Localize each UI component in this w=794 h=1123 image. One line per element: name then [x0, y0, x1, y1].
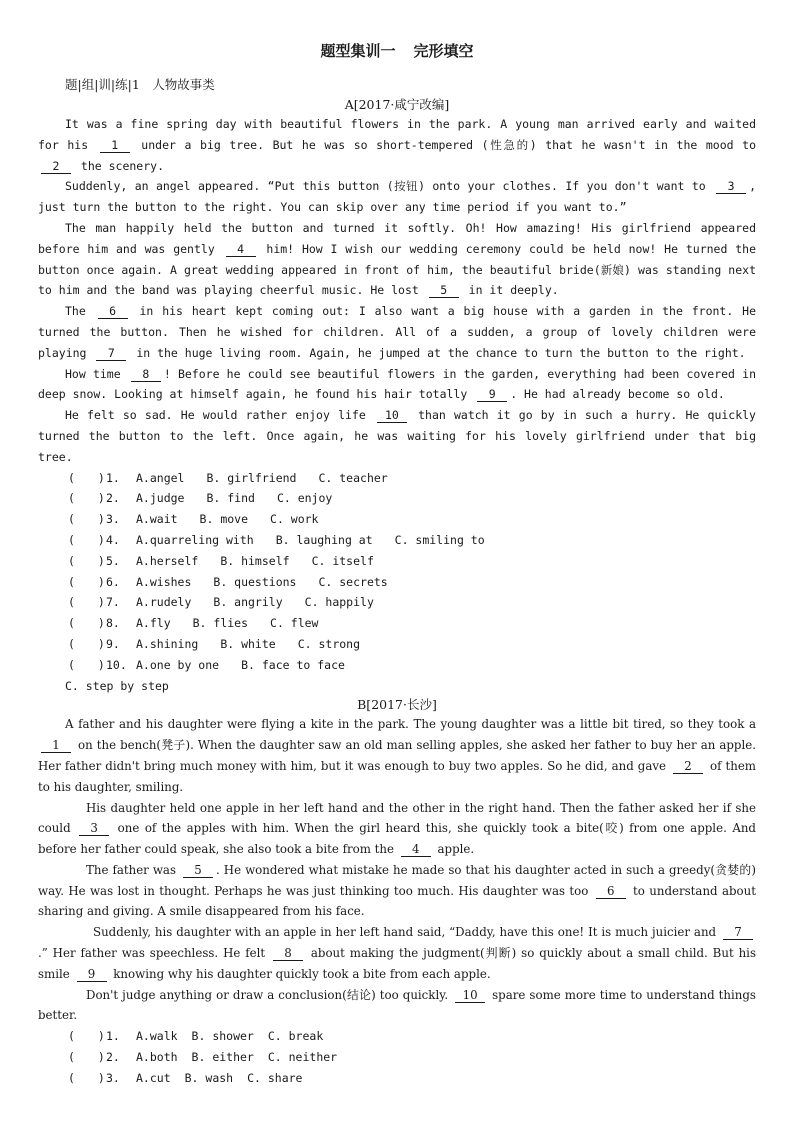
question-number: 9. — [106, 636, 120, 651]
answer-blank[interactable]: 6 — [596, 884, 626, 899]
passage-text: It was a fine spring day with beautiful flowers in the park. A young man arrived early and waited for his — [38, 117, 756, 152]
question-row — [38, 530, 756, 551]
passage-text: spare some more time to understand things better. — [38, 987, 756, 1023]
question-row — [38, 1026, 756, 1047]
option-a[interactable]: A.one by one — [136, 657, 220, 672]
passage-text: than watch it go by in such a hurry. He quickly turned the button to the left. Once again, he was waiting for his lovely girlfriend under that big tree. — [38, 408, 756, 464]
question-row — [38, 1068, 756, 1089]
section-a-heading: A[2017·咸宁改编] — [344, 97, 450, 112]
answer-bracket[interactable]: ( ) — [68, 1050, 105, 1065]
option-c[interactable]: C. neither — [267, 1050, 338, 1065]
option-c[interactable]: C. enjoy — [276, 491, 333, 506]
option-b[interactable]: B. girlfriend — [206, 470, 297, 485]
question-number: 1. — [106, 1029, 120, 1044]
answer-bracket[interactable]: ( ) — [68, 657, 105, 672]
answer-bracket[interactable]: ( ) — [68, 1029, 105, 1044]
option-c[interactable]: C. strong — [297, 636, 361, 651]
passage-text: him! How I wish our wedding ceremony could be held now! He turned the button once again. A great wedding appeared in front of him, the beautiful bride(新娘) was standing next to him and the band was playing cheerful music. He lost — [38, 241, 756, 298]
exercise-group-label: 题|组|训|练|1 人物故事类 — [65, 77, 215, 92]
answer-blank[interactable]: 5 — [429, 283, 459, 298]
passage-paragraph — [38, 922, 756, 984]
question-row — [38, 655, 756, 676]
option-a[interactable]: A.both — [136, 1050, 178, 1065]
option-b[interactable]: B. shower — [191, 1029, 254, 1044]
section-b-passage — [38, 714, 756, 1026]
passage-paragraph — [38, 860, 756, 922]
passage-paragraph — [38, 364, 756, 406]
passage-text: . He wondered what mistake he made so that his daughter acted in such a greedy(贪婪的) way. He was lost in thought. Perhaps he was just thinking too much. His daughter was too — [38, 862, 756, 898]
answer-blank[interactable]: 8 — [273, 946, 303, 961]
passage-paragraph — [38, 714, 756, 797]
question-number: 2. — [106, 491, 120, 506]
option-a[interactable]: A.cut — [136, 1070, 171, 1085]
passage-text: His daughter held one apple in her left hand and the other in the right hand. Then the father asked her if she could — [38, 800, 756, 836]
passage-text: about making the judgment(判断) so quickly about a small child. But his smile — [38, 946, 757, 981]
question-number: 2. — [106, 1050, 120, 1065]
option-a[interactable]: A.rudely — [136, 595, 192, 610]
passage-text: in it deeply. — [461, 283, 559, 298]
passage-paragraph — [38, 985, 756, 1027]
question-row — [38, 488, 756, 509]
section-b-questions — [38, 1026, 756, 1088]
answer-bracket[interactable]: ( ) — [68, 636, 105, 651]
option-c[interactable]: C. smiling to — [394, 532, 485, 547]
section-a-questions — [38, 468, 756, 697]
question-number: 8. — [106, 616, 120, 631]
passage-text: How time — [65, 366, 128, 381]
option-b[interactable]: B. laughing at — [275, 532, 373, 547]
option-b[interactable]: B. angrily — [213, 595, 283, 610]
answer-bracket[interactable]: ( ) — [68, 470, 105, 485]
question-row — [38, 613, 756, 634]
option-b[interactable]: B. flies — [192, 616, 249, 631]
option-a[interactable]: A.fly — [136, 616, 171, 631]
question-row — [38, 1047, 756, 1068]
option-c[interactable]: C. share — [247, 1070, 303, 1085]
passage-text: Suddenly, his daughter with an apple in her left hand said, “Daddy, have this one! It is much juicier and — [93, 925, 720, 940]
answer-blank[interactable]: 10 — [455, 988, 485, 1003]
option-c[interactable]: C. teacher — [318, 470, 388, 485]
option-c[interactable]: C. step by step — [65, 678, 169, 693]
option-b[interactable]: B. move — [199, 512, 249, 527]
option-c[interactable]: C. flew — [270, 616, 319, 631]
answer-bracket[interactable]: ( ) — [68, 574, 105, 589]
option-b[interactable]: B. either — [191, 1050, 254, 1065]
page-title: 题型集训一 完形填空 — [320, 42, 474, 60]
passage-paragraph — [38, 218, 756, 301]
option-b[interactable]: B. himself — [220, 553, 290, 568]
option-a[interactable]: A.judge — [136, 491, 185, 506]
question-number: 5. — [106, 553, 120, 568]
answer-blank[interactable]: 5 — [183, 863, 213, 878]
question-number: 3. — [106, 512, 120, 527]
option-a[interactable]: A.angel — [136, 470, 185, 485]
option-c[interactable]: C. break — [267, 1029, 324, 1044]
section-a-passage — [38, 114, 756, 468]
passage-text: to understand about sharing and giving. A smile disappeared from his face. — [38, 883, 756, 919]
question-row — [38, 592, 756, 613]
option-a[interactable]: A.herself — [136, 553, 199, 568]
section-b-heading: B[2017·长沙] — [357, 697, 437, 713]
answer-blank[interactable]: 7 — [723, 925, 753, 940]
answer-blank[interactable]: 2 — [41, 159, 71, 174]
question-number: 4. — [106, 532, 120, 547]
worksheet-page — [38, 40, 756, 1089]
question-row — [38, 634, 756, 655]
question-number: 3. — [106, 1070, 120, 1085]
answer-blank[interactable]: 10 — [377, 408, 407, 423]
passage-text: The — [65, 304, 95, 319]
answer-bracket[interactable]: ( ) — [68, 1070, 105, 1085]
passage-paragraph — [38, 176, 756, 218]
passage-text: Suddenly, an angel appeared. “Put this button (按钮) onto your clothes. If you don't want to — [65, 179, 714, 194]
question-number: 6. — [106, 574, 120, 589]
question-number: 7. — [106, 595, 120, 610]
passage-paragraph — [38, 798, 756, 860]
answer-bracket[interactable]: ( ) — [68, 512, 105, 527]
option-a[interactable]: A.walk — [136, 1029, 178, 1044]
passage-text: The father was — [86, 862, 181, 877]
option-c[interactable]: C. itself — [311, 553, 374, 568]
passage-text: in his heart kept coming out: I also want a big house with a garden in the front. He turned the button. Then he wished for children. All of a sudden, a group of lovely children were playing — [38, 304, 756, 360]
passage-text: . He had already become so old. — [510, 387, 725, 402]
passage-text: in the huge living room. Again, he jumped at the chance to turn the button to the right. — [129, 345, 746, 360]
passage-text: under a big tree. But he was so short-tempered (性急的) that he wasn't in the mood to — [132, 137, 757, 152]
answer-blank[interactable]: 4 — [226, 242, 256, 257]
question-row — [38, 572, 756, 593]
answer-bracket[interactable]: ( ) — [68, 553, 105, 568]
passage-paragraph — [38, 114, 756, 176]
passage-text: ! Before he could see beautiful flowers in the garden, everything had been covered in deep snow. Looking at himself again, he found his hair totally — [38, 366, 756, 402]
answer-blank[interactable]: 3 — [79, 821, 109, 836]
answer-blank[interactable]: 9 — [477, 387, 507, 402]
passage-text: apple. — [433, 842, 475, 857]
passage-text: Don't judge anything or draw a conclusion(结论) too quickly. — [86, 987, 453, 1002]
passage-text: one of the apples with him. When the girl heard this, she quickly took a bite(咬) from one apple. And before her father could speak, she also took a bite from the — [38, 821, 756, 857]
question-row — [38, 468, 756, 489]
option-a[interactable]: A.wishes — [136, 574, 192, 589]
passage-text: He felt so sad. He would rather enjoy life — [65, 408, 374, 423]
option-c[interactable]: C. happily — [304, 595, 374, 610]
passage-paragraph — [38, 405, 756, 467]
answer-bracket[interactable]: ( ) — [68, 595, 105, 610]
option-a[interactable]: A.wait — [136, 512, 178, 527]
passage-text: of them to his daughter, smiling. — [38, 758, 756, 794]
option-c[interactable]: C. work — [270, 512, 319, 527]
answer-blank[interactable]: 7 — [96, 346, 126, 361]
question-row — [38, 509, 756, 530]
question-row — [38, 551, 756, 572]
question-number: 10. — [106, 657, 127, 672]
answer-blank[interactable]: 2 — [673, 759, 703, 774]
answer-blank[interactable]: 6 — [98, 304, 128, 319]
passage-text: knowing why his daughter quickly took a bite from each apple. — [109, 966, 491, 981]
passage-paragraph — [38, 301, 756, 363]
passage-text: the scenery. — [74, 158, 165, 173]
passage-text: A father and his daughter were flying a kite in the park. The young daughter was a little bit tired, so they took a — [65, 717, 756, 732]
option-b[interactable]: B. questions — [213, 574, 297, 589]
question-number: 1. — [106, 470, 120, 485]
option-b[interactable]: B. face to face — [241, 657, 345, 672]
passage-text: The man happily held the button and turned it softly. Oh! How amazing! His girlfriend appeared before him and was gently — [38, 220, 756, 256]
answer-bracket[interactable]: ( ) — [68, 616, 105, 631]
option-a[interactable]: A.quarreling with — [136, 532, 254, 547]
option-c[interactable]: C. secrets — [318, 574, 388, 589]
answer-blank[interactable]: 8 — [131, 367, 161, 382]
answer-bracket[interactable]: ( ) — [68, 532, 105, 547]
option-b[interactable]: B. wash — [184, 1070, 234, 1085]
passage-text: .” Her father was speechless. He felt — [38, 946, 270, 961]
answer-blank[interactable]: 1 — [41, 738, 71, 753]
passage-text: on the bench(凳子). When the daughter saw an old man selling apples, she asked her father to buy her an apple. Her father didn't bring much money with him, but it was enough to buy two apples. So he did, and gave — [38, 738, 756, 773]
answer-bracket[interactable]: ( ) — [68, 491, 105, 506]
answer-blank[interactable]: 3 — [716, 179, 746, 194]
passage-text: , just turn the button to the right. You can skip over any time period if you want to.” — [38, 179, 756, 215]
option-b[interactable]: B. white — [220, 636, 276, 651]
option-b[interactable]: B. find — [206, 491, 255, 506]
option-a[interactable]: A.shining — [136, 636, 199, 651]
answer-blank[interactable]: 9 — [77, 967, 107, 982]
answer-blank[interactable]: 4 — [401, 842, 431, 857]
answer-blank[interactable]: 1 — [100, 138, 130, 153]
